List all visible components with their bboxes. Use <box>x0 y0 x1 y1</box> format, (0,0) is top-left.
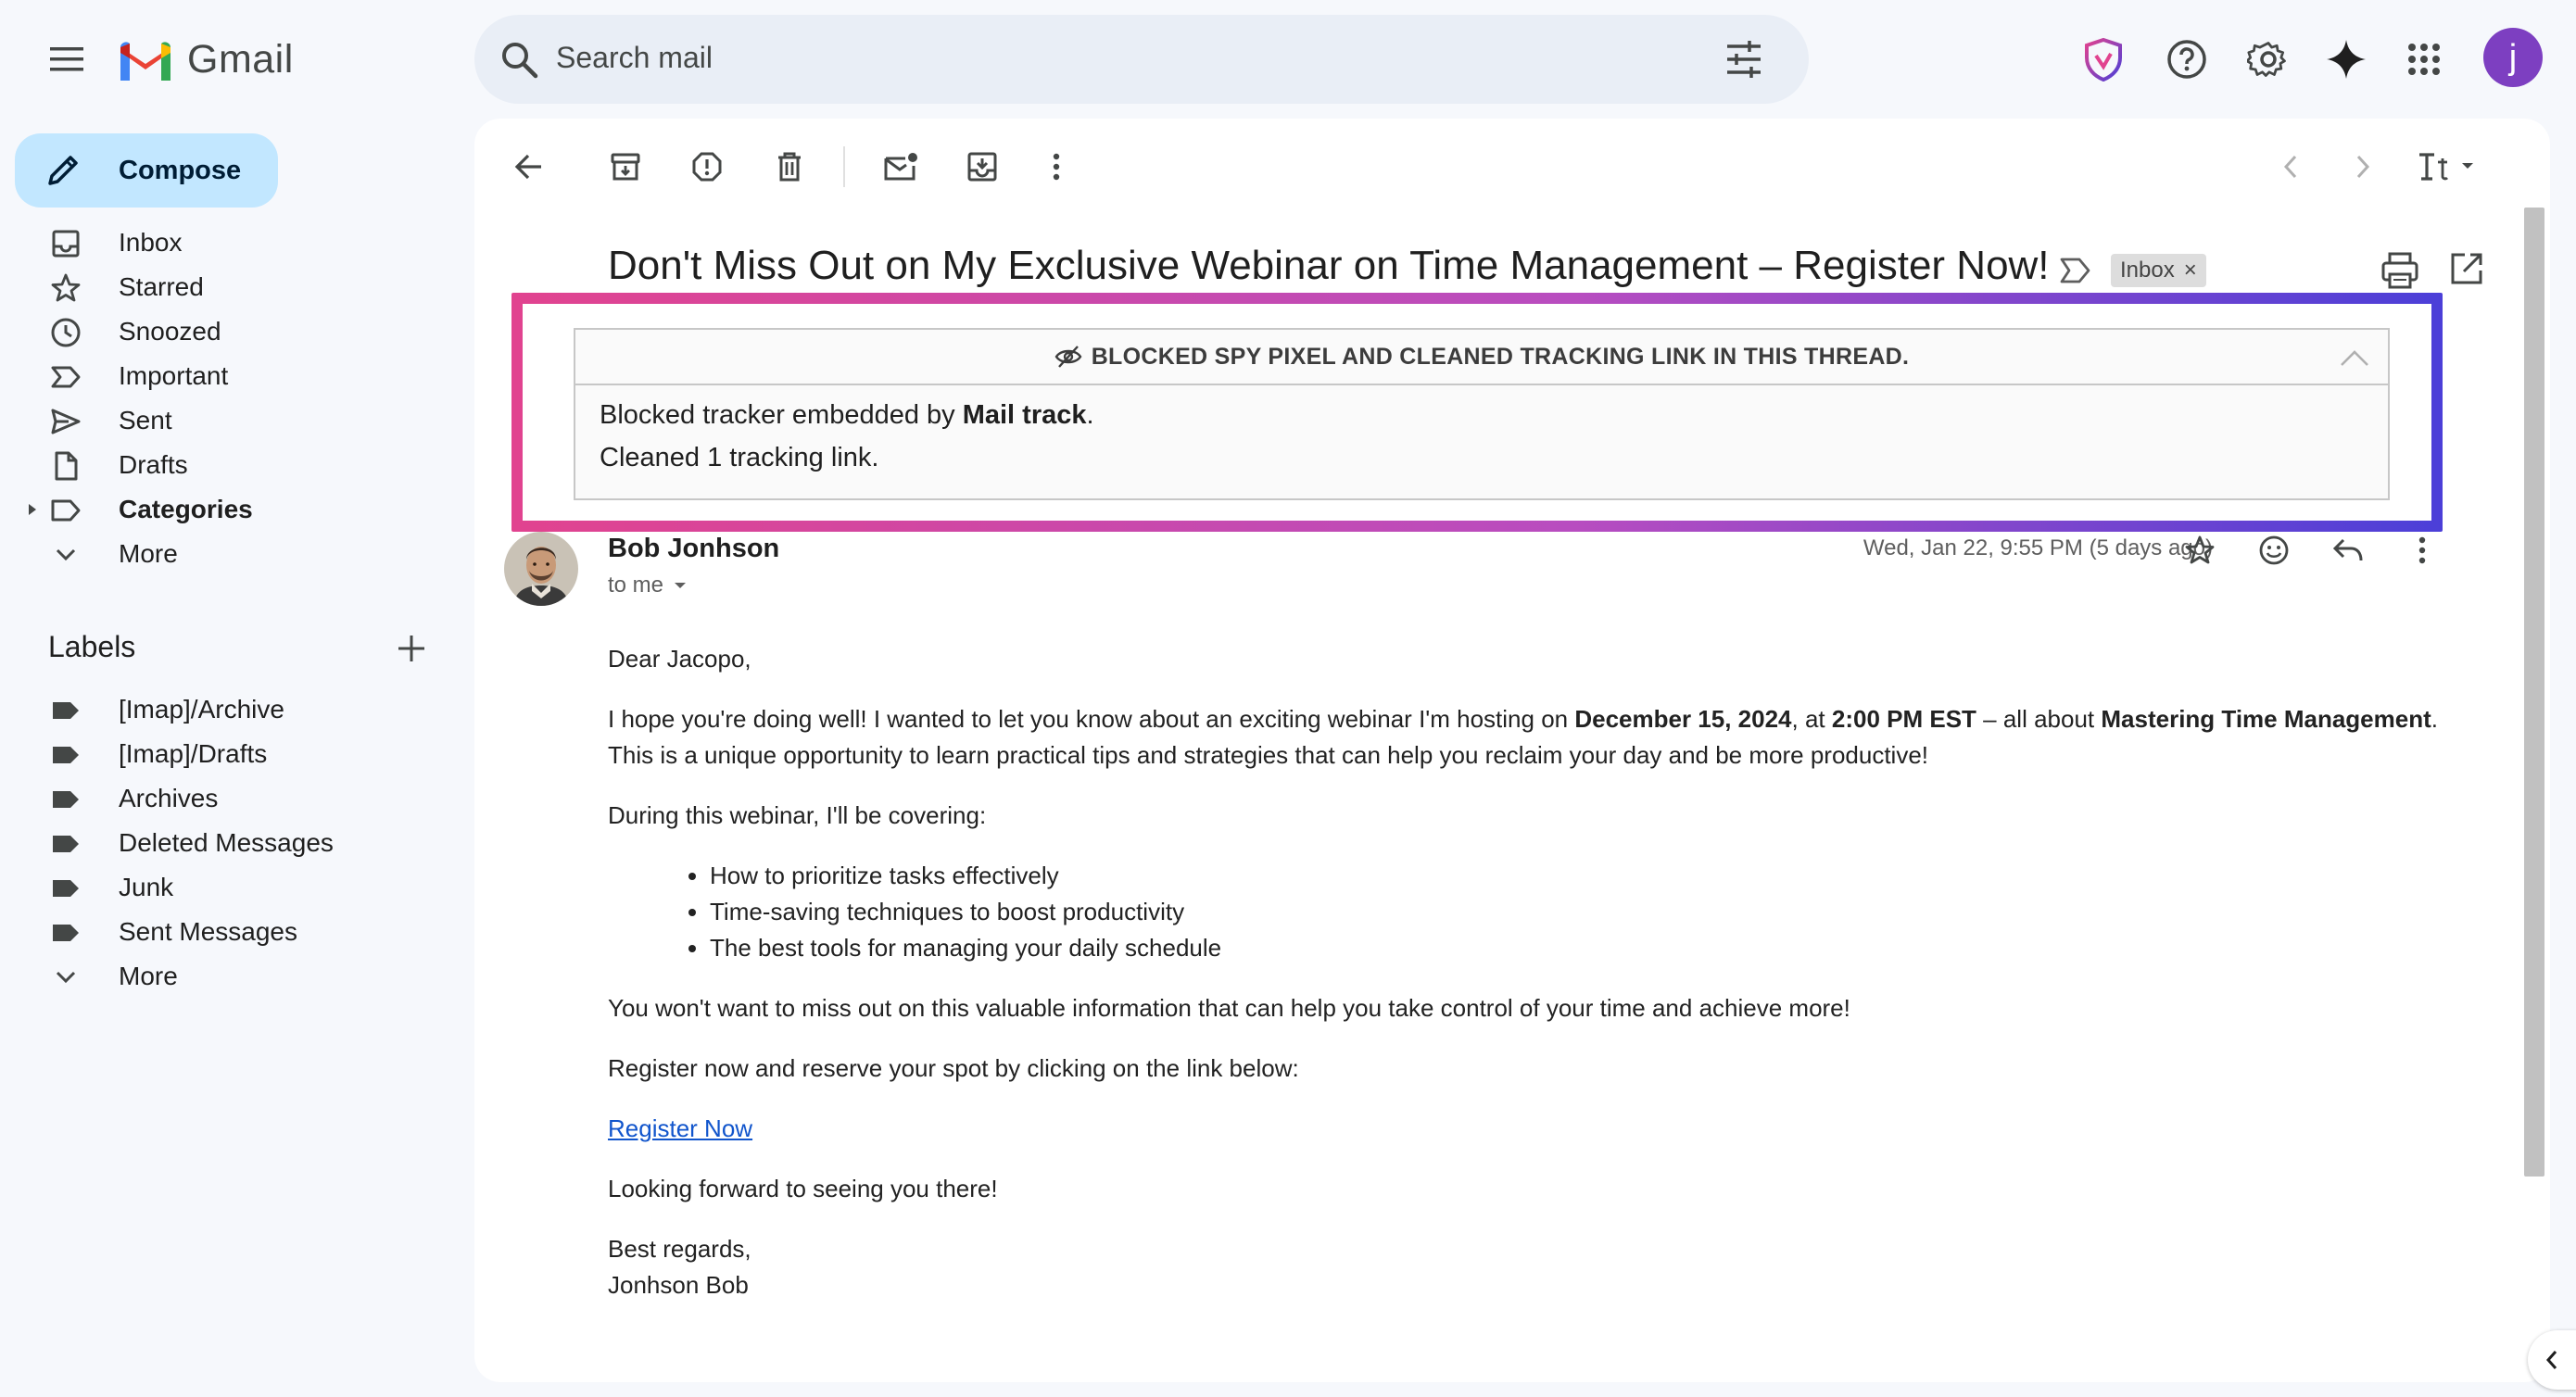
move-to-button[interactable] <box>956 141 1008 193</box>
message-view <box>474 119 2550 1382</box>
label-icon <box>50 873 82 904</box>
remove-label-button[interactable]: × <box>2183 258 2197 283</box>
sidebar-item-sent[interactable] <box>0 398 463 443</box>
label-item[interactable] <box>0 732 463 776</box>
trash-icon <box>776 151 803 182</box>
send-icon <box>50 406 82 437</box>
sidebar-item-label: Categories <box>119 495 253 523</box>
labels-list <box>0 687 463 999</box>
star-icon <box>50 272 82 304</box>
label-icon <box>50 695 82 726</box>
mark-unread-button[interactable] <box>875 141 927 193</box>
text-format-icon <box>2416 151 2481 182</box>
star-message-button[interactable] <box>2178 528 2222 573</box>
input-tools-button[interactable] <box>2411 141 2485 193</box>
list-item: • How to prioritize tasks effectively <box>710 858 2507 894</box>
hamburger-icon <box>48 45 85 73</box>
sidebar-item-label: Important <box>119 361 229 390</box>
tracker-name: Mail track <box>962 400 1087 430</box>
search-options-icon[interactable] <box>1724 39 1764 80</box>
toolbar-divider <box>843 146 845 187</box>
register-now-link[interactable]: Register Now <box>608 1114 753 1142</box>
label-icon <box>50 917 82 949</box>
body-paragraph: During this webinar, I'll be covering: <box>608 801 987 829</box>
list-item: • Time-saving techniques to boost productivity <box>710 894 2507 930</box>
label-name: Sent Messages <box>119 917 297 946</box>
chevron-down-icon <box>50 539 82 571</box>
label-item[interactable] <box>0 821 463 865</box>
older-button[interactable] <box>2337 141 2389 193</box>
clock-icon <box>50 317 82 348</box>
label-name: Deleted Messages <box>119 828 334 857</box>
labels-more-label: More <box>119 962 178 990</box>
label-icon <box>50 739 82 771</box>
sender-avatar[interactable] <box>504 532 578 606</box>
settings-gear-icon[interactable] <box>2241 31 2296 87</box>
sidebar-item-label: More <box>119 539 178 568</box>
tracker-blocked-line: Blocked tracker embedded by Mail track. <box>600 400 1094 430</box>
greeting: Dear Jacopo, <box>608 645 751 673</box>
archive-icon <box>610 151 641 182</box>
search-bar[interactable] <box>474 15 1809 104</box>
email-subject: Don't Miss Out on My Exclusive Webinar on Time Management – Register Now! <box>608 243 2050 288</box>
report-spam-button[interactable] <box>681 141 733 193</box>
sidebar-item-inbox[interactable] <box>0 220 463 265</box>
signoff: Best regards, <box>608 1235 751 1263</box>
reply-icon <box>2332 536 2364 564</box>
message-body <box>608 641 2507 1328</box>
sidebar-item-label: Drafts <box>119 450 188 479</box>
list-item: • The best tools for managing your daily schedule <box>710 930 2507 966</box>
label-icon <box>50 828 82 860</box>
expand-caret-icon[interactable] <box>26 502 39 517</box>
tracker-notice <box>574 328 2390 500</box>
sidebar-item-label: Sent <box>119 406 172 434</box>
sender-name[interactable]: Bob Jonhson <box>608 534 780 563</box>
sidebar-item-drafts[interactable] <box>0 443 463 487</box>
link-paragraph <box>608 1111 2507 1147</box>
more-actions-button[interactable] <box>1030 141 1082 193</box>
open-new-window-icon[interactable] <box>2448 250 2485 287</box>
shield-extension-icon[interactable] <box>2076 31 2131 87</box>
body-paragraph: You won't want to miss out on this valuable information that can help you take control of your time and achieve more! <box>608 994 1850 1022</box>
tracker-cleaned-line: Cleaned 1 tracking link. <box>600 443 879 472</box>
sidebar-nav <box>0 220 463 576</box>
sidebar-item-label: Starred <box>119 272 204 301</box>
sidebar-item-categories[interactable] <box>0 487 463 532</box>
help-icon[interactable] <box>2159 31 2215 87</box>
add-reaction-button[interactable] <box>2252 528 2296 573</box>
reply-button[interactable] <box>2326 528 2370 573</box>
inbox-icon <box>50 228 82 259</box>
recipient-text: to me <box>608 573 664 598</box>
gmail-logo[interactable] <box>117 33 294 85</box>
archive-button[interactable] <box>600 141 651 193</box>
label-item[interactable] <box>0 910 463 954</box>
add-label-icon[interactable] <box>393 630 430 667</box>
bullet-list <box>710 858 2507 966</box>
chevron-right-icon <box>2354 154 2372 180</box>
emoji-icon <box>2258 535 2290 566</box>
main-menu-button[interactable] <box>35 33 98 85</box>
labels-heading: Labels <box>48 630 136 663</box>
search-icon[interactable] <box>497 37 541 82</box>
label-item[interactable] <box>0 776 463 821</box>
sidebar-item-label: Inbox <box>119 228 183 257</box>
label-name: Junk <box>119 873 174 901</box>
top-bar <box>0 0 2576 119</box>
caret-down-icon <box>673 581 688 590</box>
chip-label: Inbox <box>2120 258 2175 283</box>
importance-marker-icon[interactable] <box>2059 256 2092 285</box>
label-outline-icon <box>50 495 82 526</box>
sidebar-item-snoozed[interactable] <box>0 309 463 354</box>
signature-name: Jonhson Bob <box>608 1271 749 1299</box>
side-panel-toggle[interactable] <box>2528 1330 2576 1390</box>
mark-unread-icon <box>883 151 918 182</box>
label-item[interactable] <box>0 687 463 732</box>
message-date: Wed, Jan 22, 9:55 PM (5 days ago) <box>1863 535 2213 560</box>
labels-more[interactable] <box>0 954 463 999</box>
chevron-left-icon <box>2544 1349 2559 1371</box>
sidebar-item-label: Snoozed <box>119 317 221 346</box>
label-name: Archives <box>119 784 219 812</box>
newer-button[interactable] <box>2265 141 2317 193</box>
label-icon <box>50 784 82 815</box>
tracker-notice-title: BLOCKED SPY PIXEL AND CLEANED TRACKING LINK IN THIS THREAD. <box>1091 343 1910 370</box>
eye-slash-icon <box>1054 345 1082 369</box>
draft-icon <box>50 450 82 482</box>
sidebar-item-starred[interactable] <box>0 265 463 309</box>
body-paragraph: Looking forward to seeing you there! <box>608 1175 998 1202</box>
compose-label: Compose <box>119 156 242 185</box>
search-input[interactable]: Search mail <box>556 41 713 74</box>
signature-block <box>608 1231 2507 1303</box>
chevron-left-icon <box>2281 154 2300 180</box>
gemini-sparkle-icon[interactable] <box>2318 31 2374 87</box>
more-vert-icon <box>2418 536 2427 564</box>
move-to-icon <box>966 151 998 182</box>
account-avatar[interactable]: j <box>2483 28 2543 87</box>
pencil-icon <box>46 154 80 187</box>
apps-grid-icon[interactable] <box>2396 31 2452 87</box>
label-item[interactable] <box>0 865 463 910</box>
star-outline-icon <box>2184 535 2216 566</box>
recipient-details-toggle[interactable] <box>608 573 688 598</box>
gmail-m-icon <box>117 38 174 81</box>
compose-button[interactable] <box>15 133 278 208</box>
sidebar-item-more[interactable] <box>0 532 463 576</box>
label-name: [Imap]/Archive <box>119 695 284 724</box>
sidebar-item-important[interactable] <box>0 354 463 398</box>
back-arrow-icon <box>513 152 543 182</box>
chevron-up-icon[interactable] <box>2338 343 2371 372</box>
app-name: Gmail <box>187 36 294 82</box>
more-vert-icon <box>1052 153 1061 181</box>
body-paragraph: I hope you're doing well! I wanted to let you know about an exciting webinar I'm hosting on December 15, 2024, at 2:00 PM EST – all about Mastering Time Management. This is a unique opportunity to learn practical tips and strategies that can help you reclaim your day and be more productive! <box>608 705 2438 769</box>
chevron-down-icon <box>50 962 82 993</box>
back-button[interactable] <box>502 141 554 193</box>
inbox-label-chip <box>2111 254 2206 287</box>
report-spam-icon <box>691 151 723 182</box>
important-icon <box>50 361 82 393</box>
tracker-notice-header[interactable] <box>575 330 2388 385</box>
delete-button[interactable] <box>764 141 815 193</box>
body-paragraph: Register now and reserve your spot by clicking on the link below: <box>608 1054 1299 1082</box>
vertical-scrollbar[interactable] <box>2524 208 2544 1177</box>
print-icon[interactable] <box>2380 250 2420 291</box>
message-more-button[interactable] <box>2400 528 2444 573</box>
label-name: [Imap]/Drafts <box>119 739 268 768</box>
